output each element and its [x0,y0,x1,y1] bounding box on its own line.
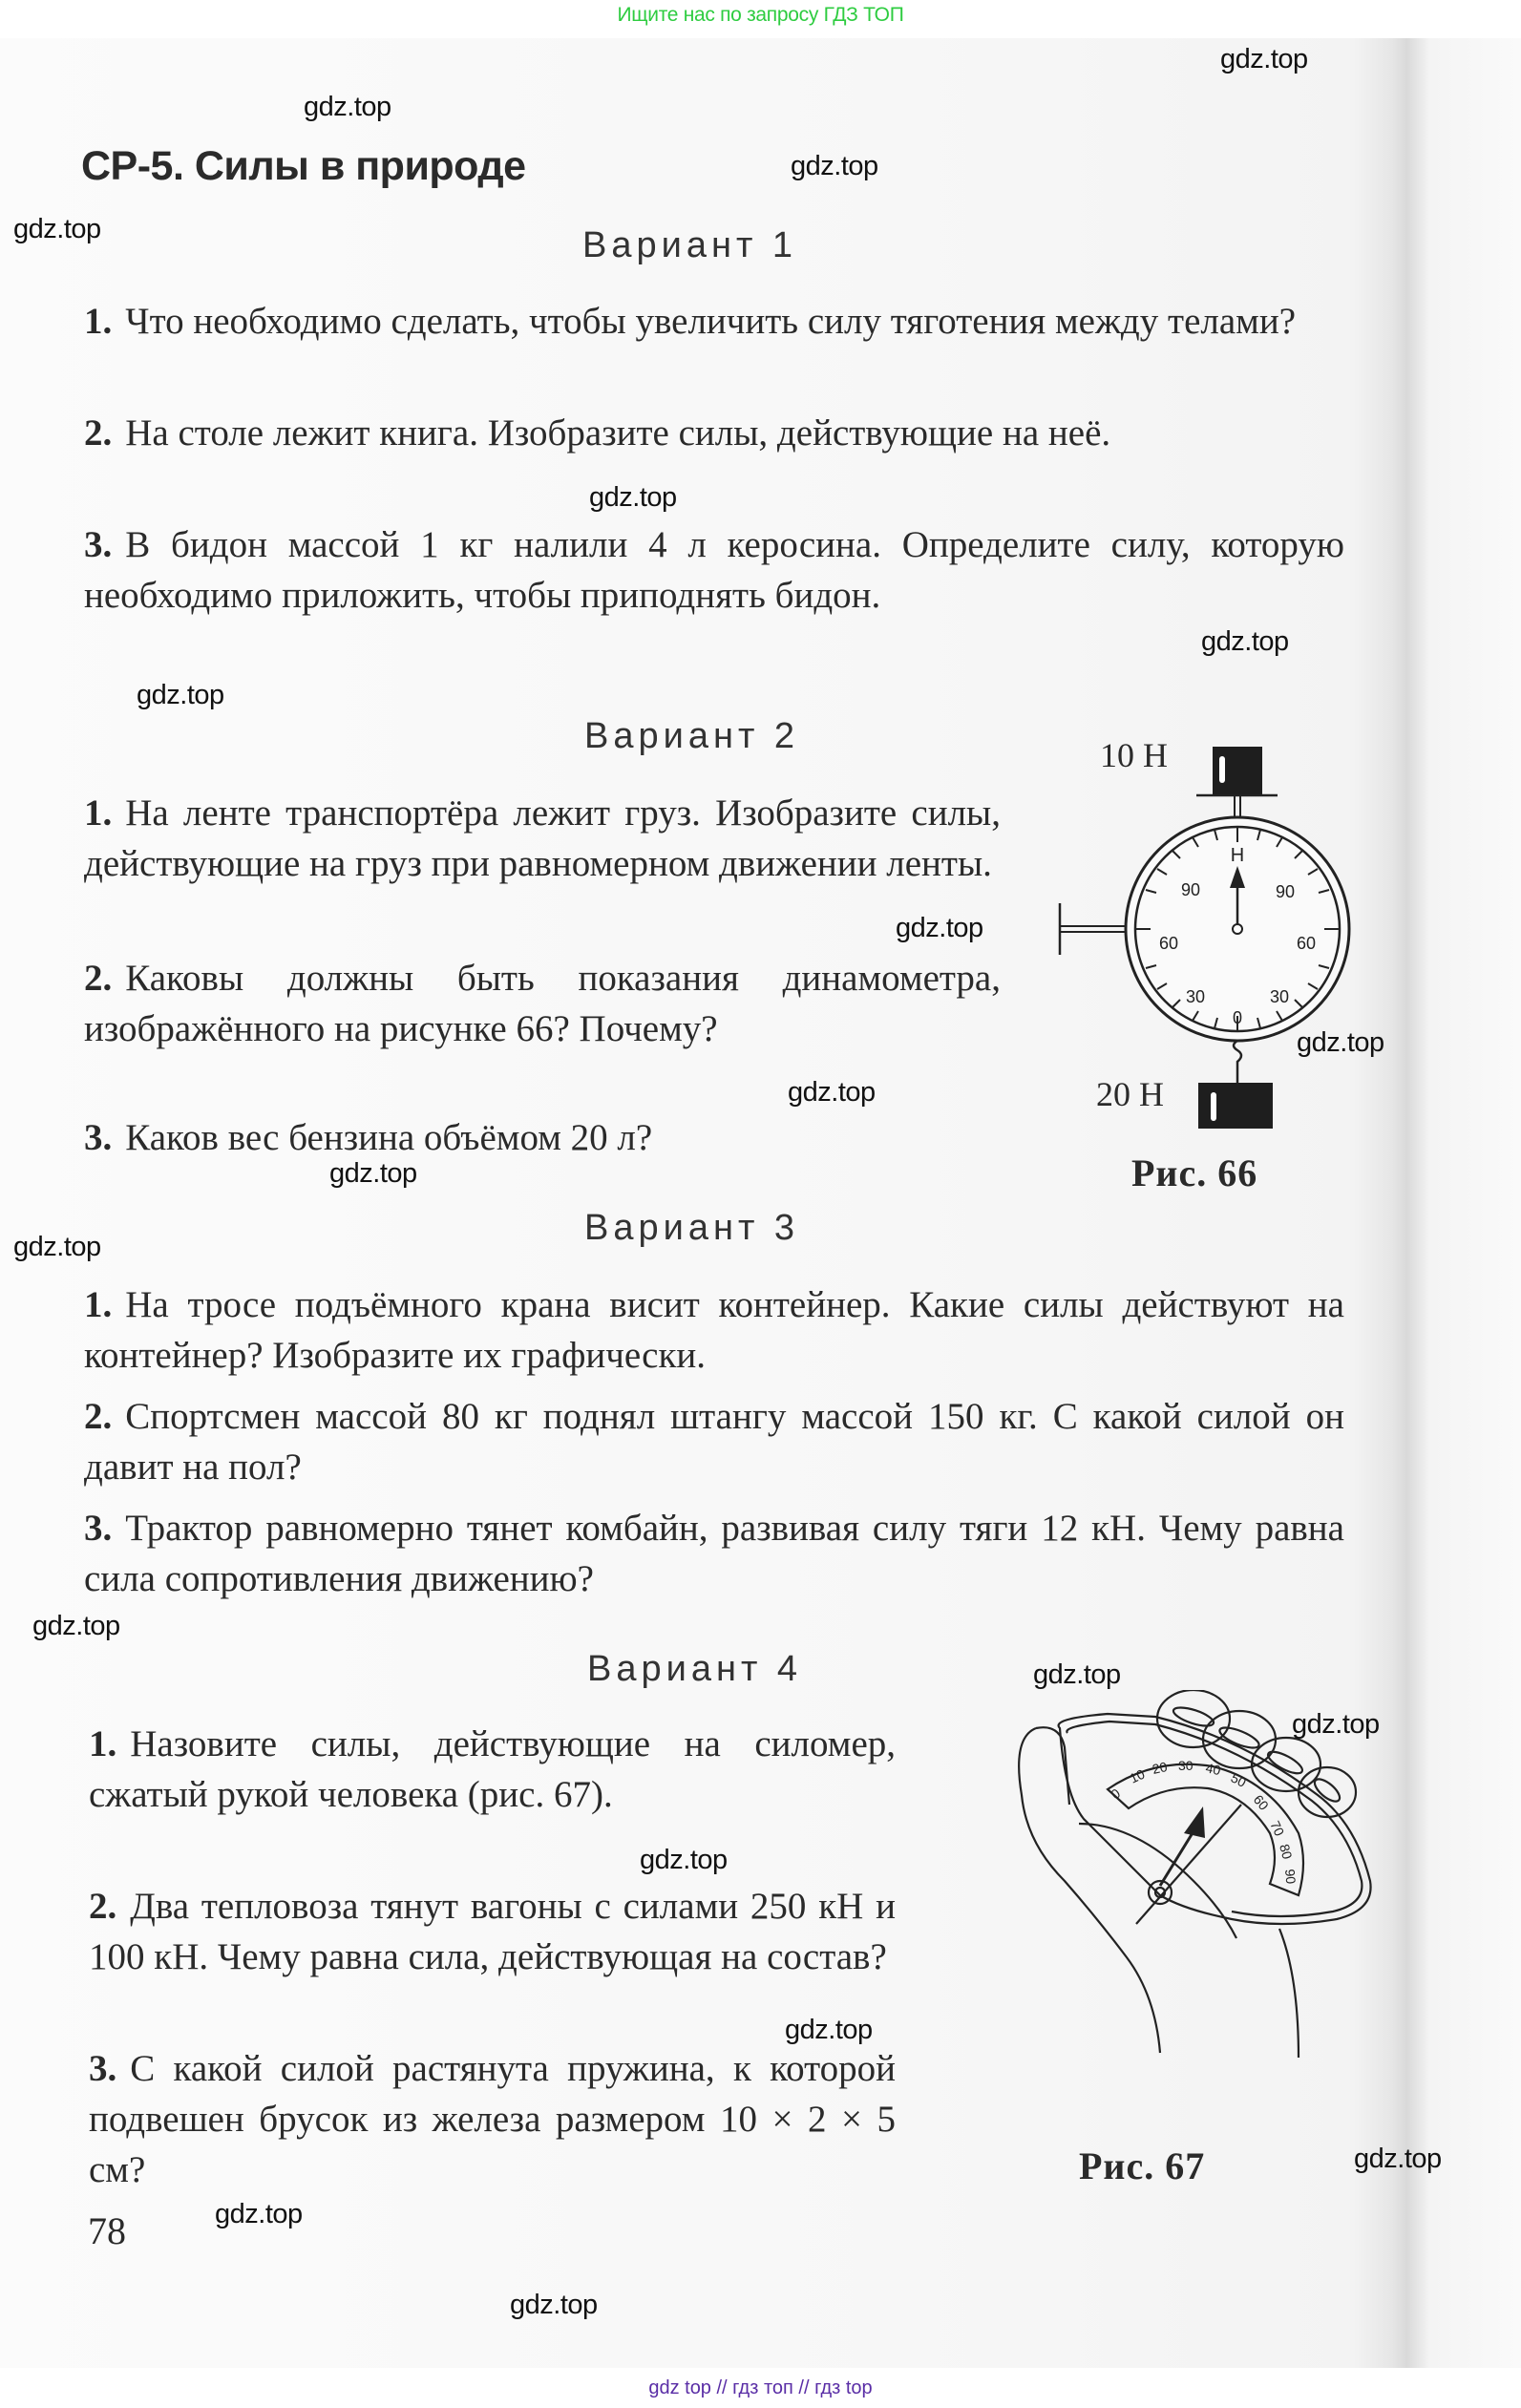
watermark: gdz.top [13,1232,101,1262]
figure-66-caption: Рис. 66 [1131,1151,1258,1194]
svg-text:0: 0 [1232,1008,1243,1027]
svg-text:0: 0 [1108,1785,1124,1803]
question-number: 3. [84,524,113,565]
variant-3-heading: Вариант 3 [584,1208,800,1248]
question-text: Назовите силы, действующие на силомер, сжатый рукой человека (рис. 67). [89,1723,896,1815]
watermark: gdz.top [785,2015,873,2045]
question-text: Каковы должны быть показания динамометра, изображённого на рисунке 66? Почему? [84,958,1001,1049]
question-text: На столе лежит книга. Изобразите силы, действующие на неё. [125,412,1111,454]
svg-text:90: 90 [1180,880,1201,899]
watermark: gdz.top [1220,44,1308,74]
watermark: gdz.top [1354,2144,1442,2174]
svg-text:60: 60 [1250,1791,1272,1813]
question-text: Трактор равномерно тянет комбайн, развивая силу тяги 12 кН. Чему равна сила сопротивления движению? [84,1508,1344,1599]
bottom-weight-label: 20 Н [1096,1075,1164,1113]
question-text: На ленте транспортёра лежит груз. Изобразите силы, действующие на груз при равномерном движении ленты. [84,792,1001,884]
question-number: 2. [84,958,113,999]
watermark: gdz.top [137,680,224,710]
v1-question-3 [84,519,1344,621]
variant-2-heading: Вариант 2 [584,716,800,756]
v2-question-3 [84,1112,1001,1163]
v2-question-1 [84,788,1001,889]
question-text: С какой силой растянута пружина, к которой подвешен брусок из железа размером 10 × 2 × 5 см? [89,2048,896,2190]
watermark: gdz.top [640,1845,728,1875]
watermark: gdz.top [1201,626,1289,657]
v4-question-3 [89,2043,896,2195]
watermark: gdz.top [1292,1709,1380,1740]
question-number: 3. [84,1508,113,1549]
watermark: gdz.top [791,151,878,181]
svg-text:60: 60 [1296,934,1317,953]
watermark: gdz.top [32,1611,120,1641]
question-number: 2. [84,1396,113,1437]
figure-66-dynamometer [1050,735,1432,1193]
svg-text:Н: Н [1230,845,1245,866]
svg-text:30: 30 [1178,1758,1194,1773]
svg-text:90: 90 [1282,1868,1299,1885]
v2-question-2 [84,953,1001,1054]
watermark: gdz.top [1297,1027,1384,1058]
watermark: gdz.top [788,1077,876,1108]
question-number: 1. [84,301,113,342]
figure-67-hand-dynamometer [993,1690,1394,2072]
v3-question-1 [84,1279,1344,1381]
svg-text:30: 30 [1185,987,1206,1006]
question-text: На тросе подъёмного крана висит контейнер. Какие силы действуют на контейнер? Изобразите их графически. [84,1284,1344,1376]
question-number: 2. [84,412,113,454]
watermark: gdz.top [304,92,391,122]
svg-text:80: 80 [1277,1842,1296,1861]
variant-4-heading: Вариант 4 [587,1649,803,1689]
svg-text:10: 10 [1127,1765,1148,1786]
svg-text:40: 40 [1204,1760,1222,1779]
question-number: 3. [84,1117,113,1158]
question-text: Что необходимо сделать, чтобы увеличить силу тяготения между телами? [125,301,1297,342]
question-number: 3. [89,2048,117,2089]
watermark: gdz.top [215,2199,303,2229]
v3-question-2 [84,1391,1344,1492]
svg-text:70: 70 [1267,1818,1288,1839]
v4-question-2 [89,1881,896,1982]
watermark: gdz.top [510,2290,598,2320]
top-weight-label: 10 Н [1100,736,1168,774]
footer-links[interactable]: gdz top // гдз топ // гдз top [0,2372,1521,2408]
question-text: Каков вес бензина объёмом 20 л? [125,1117,653,1158]
search-banner[interactable]: Ищите нас по запросу ГДЗ ТОП [617,4,904,26]
watermark: gdz.top [589,482,677,513]
svg-text:50: 50 [1228,1769,1249,1790]
question-number: 2. [89,1886,117,1927]
svg-text:90: 90 [1275,882,1296,901]
figure-67-caption: Рис. 67 [1079,2144,1206,2187]
watermark: gdz.top [329,1158,417,1189]
v1-question-2 [84,408,1344,458]
question-number: 1. [89,1723,117,1764]
hand-dynamometer-icon [993,1690,1394,2072]
svg-text:30: 30 [1269,987,1290,1006]
watermark: gdz.top [1033,1659,1121,1690]
question-text: Два тепловоза тянут вагоны с силами 250 кН и 100 кН. Чему равна сила, действующая на состав? [89,1886,896,1977]
variant-1-heading: Вариант 1 [582,225,798,265]
question-text: В бидон массой 1 кг налили 4 л керосина. Определите силу, которую необходимо приложить, чтобы приподнять бидон. [84,524,1344,616]
v3-question-3 [84,1503,1344,1604]
page-title: СР-5. Силы в природе [81,143,526,189]
svg-text:60: 60 [1158,934,1179,953]
v4-question-1 [89,1719,896,1820]
question-text: Спортсмен массой 80 кг поднял штангу массой 150 кг. С какой силой он давит на пол? [84,1396,1344,1488]
svg-text:20: 20 [1151,1759,1169,1777]
question-number: 1. [84,1284,113,1325]
page-number: 78 [88,2209,126,2252]
watermark: gdz.top [896,913,983,943]
watermark: gdz.top [13,214,101,244]
v1-question-1 [84,296,1344,347]
question-number: 1. [84,792,113,834]
